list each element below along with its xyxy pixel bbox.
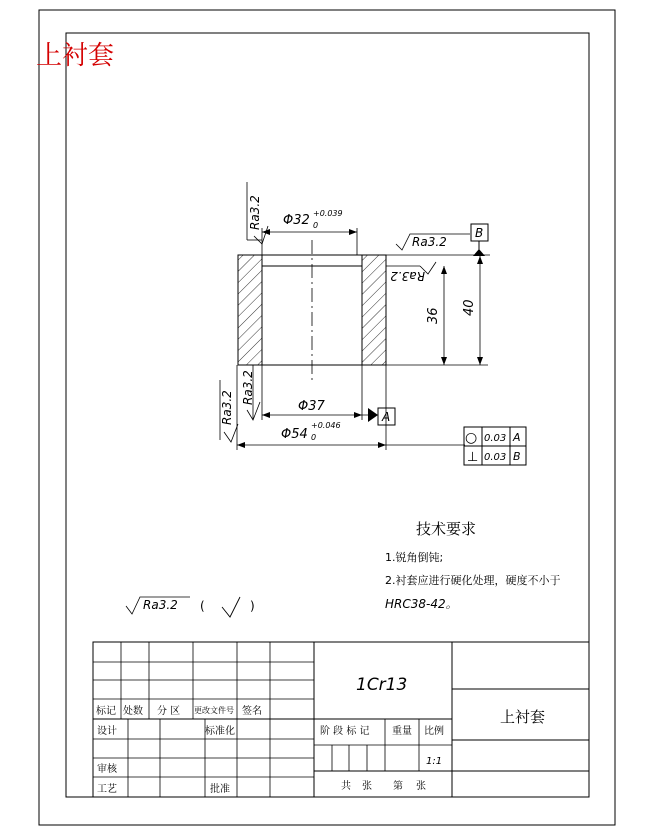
roughness-general-label: Ra3.2 <box>143 598 178 612</box>
tech-requirements <box>385 520 561 611</box>
datum-b <box>471 224 488 256</box>
tb-label-sheet-unit: 张 <box>416 781 426 792</box>
roughness-inner-chamfer <box>386 262 436 283</box>
roughness-general <box>126 597 255 617</box>
dim-d32 <box>262 209 357 255</box>
dim-d37-label: Φ37 <box>298 399 325 414</box>
dim-d32-label: Φ32 <box>283 213 310 228</box>
dim-d54 <box>237 365 465 450</box>
datum-b-label: B <box>475 226 484 240</box>
tb-label-stage-mark: 阶 段 标 记 <box>320 726 370 737</box>
dim-d32-tol-lower: 0 <box>313 221 319 230</box>
dim-d54-tol-lower: 0 <box>311 433 317 442</box>
dim-d54-label: Φ54 <box>281 427 308 442</box>
roughness-inner-chamfer-label: Ra3.2 <box>390 269 425 283</box>
roughness-top-label: Ra3.2 <box>412 235 447 249</box>
tol-row1-value: 0.03 <box>484 433 507 444</box>
dim-h40-label: 40 <box>462 299 477 316</box>
roughness-left-bottom-a-label: Ra3.2 <box>241 370 255 405</box>
tb-label-process: 工艺 <box>97 784 117 795</box>
tb-label-change-doc: 更改文件号 <box>194 706 234 715</box>
right-wall-hatch <box>362 255 386 365</box>
outer-border <box>39 10 615 825</box>
datum-a-label: A <box>382 410 391 424</box>
tech-req-line-1: 1.锐角倒钝; <box>385 551 444 564</box>
tb-label-sheet-no: 第 <box>393 781 403 792</box>
tb-material: 1Cr13 <box>356 675 408 695</box>
tb-label-zone: 分 区 <box>157 706 181 717</box>
dim-d37 <box>262 365 378 422</box>
tech-req-line-3: HRC38-42。 <box>385 597 458 611</box>
tb-label-design: 设计 <box>97 726 117 737</box>
dim-d32-tol-upper: +0.039 <box>313 209 343 218</box>
tb-label-sheets: 张 <box>362 781 372 792</box>
tb-label-total: 共 <box>341 781 351 792</box>
tol-row2-symbol: ⊥ <box>467 450 479 465</box>
tb-label-count: 处数 <box>123 706 143 717</box>
tb-label-weight: 重量 <box>392 726 412 737</box>
roughness-left-top <box>247 182 268 244</box>
title-block <box>93 642 589 797</box>
tol-row2-value: 0.03 <box>484 452 507 463</box>
tol-row2-datum: B <box>513 450 521 463</box>
roughness-left-bottom <box>220 365 260 450</box>
tb-part-name: 上衬套 <box>500 708 546 726</box>
left-wall-hatch <box>238 255 262 365</box>
tech-req-line-2: 2.衬套应进行硬化处理，硬度不小于 <box>385 574 561 587</box>
dim-h36-label: 36 <box>426 307 441 324</box>
tb-label-approve: 批准 <box>210 784 230 795</box>
datum-a <box>378 408 395 425</box>
tb-label-review: 审核 <box>97 764 117 775</box>
tb-label-sign: 签名 <box>242 706 262 717</box>
roughness-general-open: ( <box>200 599 205 613</box>
tol-row1-datum: A <box>513 431 521 444</box>
tb-label-mark: 标记 <box>96 706 116 717</box>
tol-row1-symbol: ○ <box>465 430 478 446</box>
tech-req-title: 技术要求 <box>416 520 477 538</box>
stamp-title: 上衬套 <box>36 41 115 71</box>
roughness-general-close: ) <box>250 599 255 613</box>
dim-d54-tol-upper: +0.046 <box>311 421 341 430</box>
roughness-left-bottom-b-label: Ra3.2 <box>220 390 234 425</box>
part-section <box>238 240 386 380</box>
tb-label-standard: 标准化 <box>205 726 235 737</box>
tolerance-frame <box>464 427 526 465</box>
roughness-left-top-label: Ra3.2 <box>248 195 262 230</box>
tb-scale: 1:1 <box>426 756 443 767</box>
tb-label-ratio: 比例 <box>424 726 444 737</box>
